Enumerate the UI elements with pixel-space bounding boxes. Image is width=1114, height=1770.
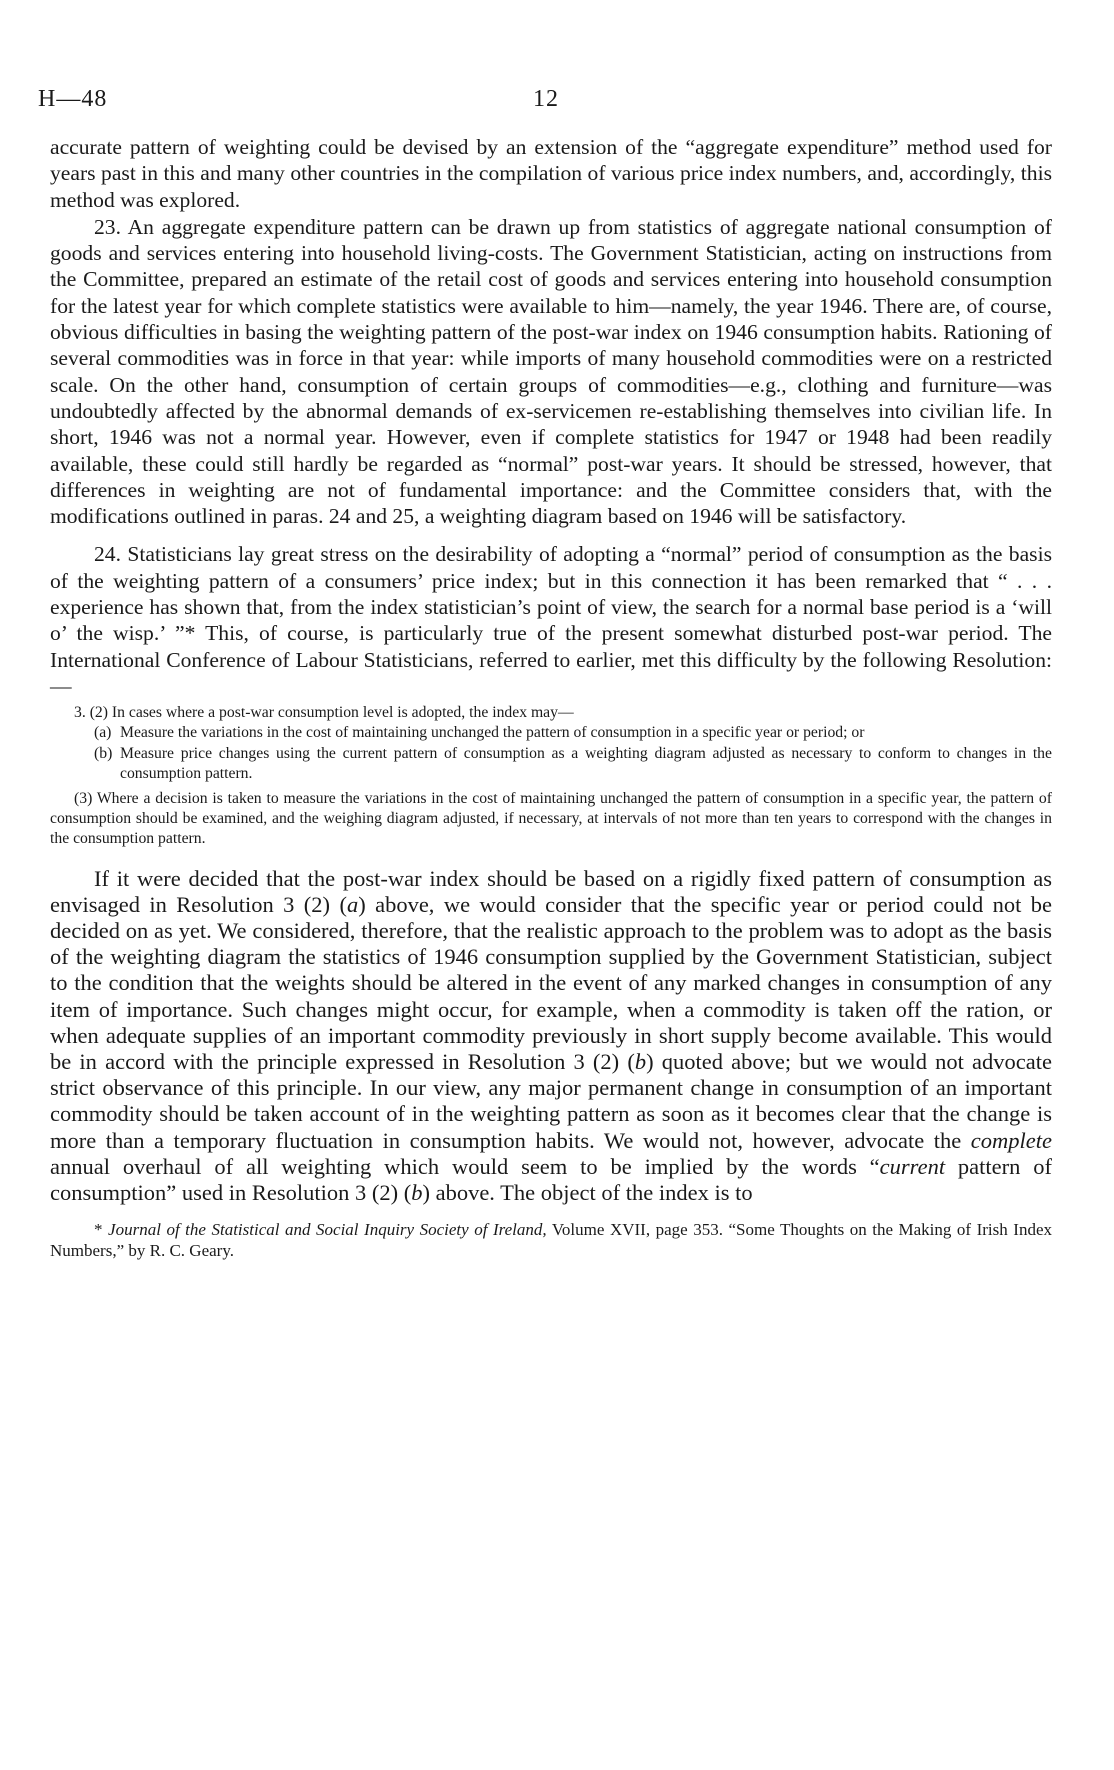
footnote: * Journal of the Statistical and Social Inquiry Society of Ireland, Volume XVII, page 353. “Some Thoughts on the Making of Irish Index Numbers,” by R. C. Geary. [50, 1220, 1053, 1261]
paragraph-24: 24. Statisticians lay great stress on the desirability of adopting a “normal” period of consumption as the basis of the weighting pattern of a consumers’ price index; but in this connection it has been remarked that “ . . . experience has shown that, from the index statistician’s point of view, the search for a normal base period is a ‘will o’ the wisp.’ ”* This, of course, is particularly true of the present somewhat disturbed post-war period. The International Conference of Labour Statisticians, referred to earlier, met this difficulty by the following Resolution:— [50, 542, 1052, 698]
item-text: Measure price changes using the current pattern of consumption as a weighting diagram adjusted as necessary to conform to changes in the consumption pattern. [120, 744, 1052, 782]
resolution-item-b [50, 744, 1052, 784]
paragraph-23: 23. An aggregate expenditure pattern can be drawn up from statistics of aggregate national consumption of goods and services entering into household living-costs. The Government Statistician, acting on instructions from the Committee, prepared an estimate of the retail cost of goods and services entering into household consumption for the latest year for which complete statistics were available to him—namely, the year 1946. There are, of course, obvious difficulties in basing the weighting pattern of the post-war index on 1946 consumption habits. Rationing of several commodities was in force in that year: while imports of many household commodities were on a restricted scale. On the other hand, consumption of certain groups of commodities—e.g., clothing and furniture—was undoubtedly affected by the abnormal demands of ex-servicemen re-establishing themselves into civilian life. In short, 1946 was not a normal year. However, even if complete statistics for 1947 or 1948 had been readily available, these could still hardly be regarded as “normal” post-war years. It should be stressed, however, that differences in weighting are not of fundamental importance: and the Committee considers that, with the modifications outlined in paras. 24 and 25, a weighting diagram based on 1946 will be satisfactory. [50, 214, 1052, 529]
resolution-intro: 3. (2) In cases where a post-war consumption level is adopted, the index may— [74, 704, 574, 722]
page-number: 12 [533, 86, 559, 112]
footnote-source: Journal of the Statistical and Social Inquiry Society of Ireland, [108, 1220, 547, 1240]
resolution-quote [50, 703, 1052, 849]
item-marker: (b) [94, 744, 113, 762]
paragraph-decision: If it were decided that the post-war index should be based on a rigidly fixed pattern of consumption as envisaged in Resolution 3 (2) (a) above, we would consider that the specific year or period could not be decided on as yet. We considered, therefore, that the realistic approach to the problem was to adopt as the basis of the weighting diagram the statistics of 1946 consumption supplied by the Government Statistician, subject to the condition that the weights should be altered in the event of any marked changes in consumption of any item of importance. Such changes might occur, for example, when a commodity is taken off the ration, or when adequate supplies of an important commodity previously in short supply become available. This would be in accord with the principle expressed in Resolution 3 (2) (b) quoted above; but we would not advocate strict observance of this principle. In our view, any major permanent change in consumption of an important commodity should be taken account of in the weighting pattern as soon as it becomes clear that the change is more than a temporary fluctuation in consumption habits. We would not, however, advocate the complete annual overhaul of all weighting which would seem to be implied by the words “current pattern of consumption” used in Resolution 3 (2) (b) above. The object of the index is to [50, 865, 1052, 1206]
resolution-item-a [50, 723, 1052, 743]
item-text: Measure the variations in the cost of maintaining unchanged the pattern of consumption in a specific year or period; or [120, 724, 865, 742]
paragraph-continued: accurate pattern of weighting could be devised by an extension of the “aggregate expenditure” method used for years past in this and many other countries in the compilation of various price index numbers, and, accordingly, this method was explored. [50, 135, 1052, 212]
document-body [50, 134, 1052, 1261]
resolution-paragraph-3: (3) Where a decision is taken to measure the variations in the cost of maintaining unchanged the pattern of consumption in a specific year, the pattern of consumption should be examined, and the weighing diagram adjusted, if necessary, at intervals of not more than ten years to correspond with the changes in the consumption pattern. [50, 790, 1052, 848]
item-marker: (a) [94, 724, 112, 742]
document-reference: H—48 [38, 86, 108, 112]
